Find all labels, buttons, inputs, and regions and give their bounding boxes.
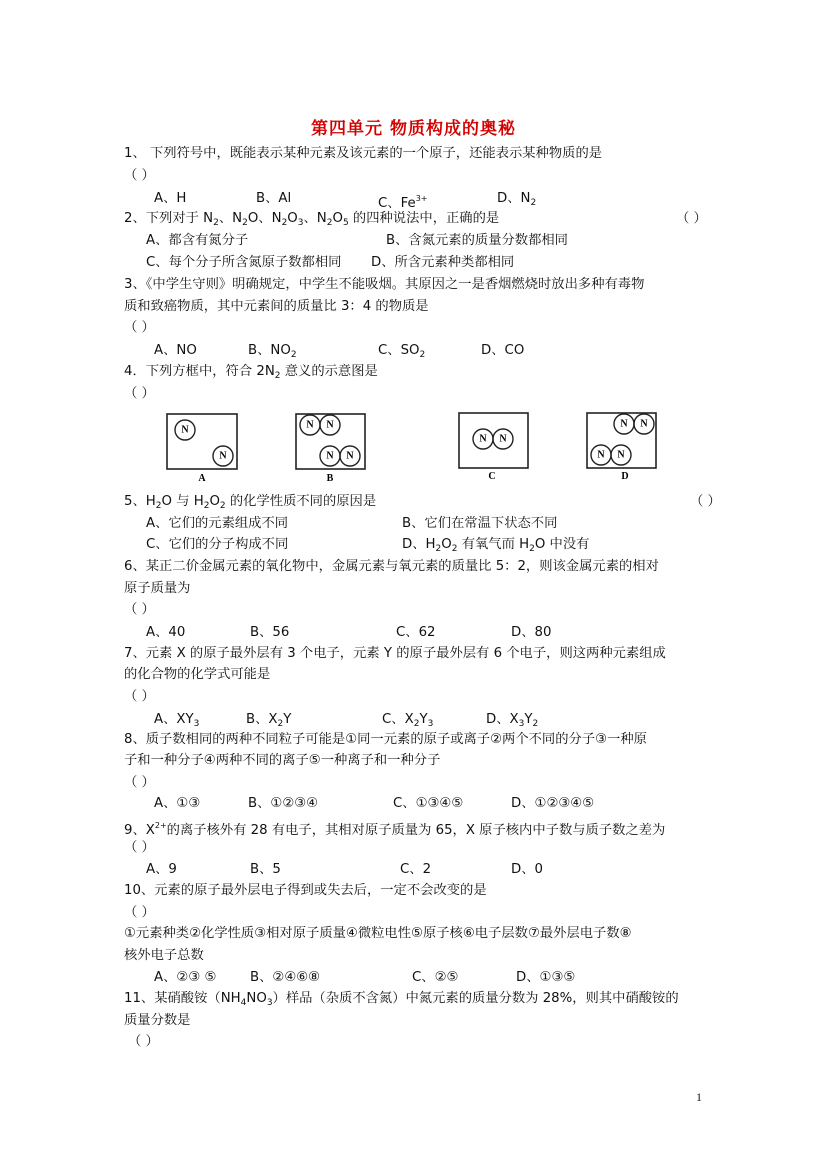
- question-10-option-b: B、②④⑥⑧: [250, 970, 321, 985]
- svg-text:N: N: [181, 424, 189, 436]
- question-9-option-d: D、0: [511, 862, 543, 877]
- question-11-paren: （ ）: [128, 1034, 159, 1049]
- diagram-label-c: C: [488, 471, 496, 482]
- atom-n: [634, 414, 654, 434]
- page-title: 第四单元 物质构成的奥秘: [311, 119, 516, 139]
- question-6-option-d: D、80: [511, 625, 552, 640]
- question-3-option-a: A、NO: [154, 343, 197, 358]
- atom-n: [591, 445, 611, 465]
- page-number: 1: [696, 1090, 702, 1104]
- question-1-paren: （ ）: [124, 168, 155, 183]
- question-10-option-c: C、②⑤: [412, 970, 459, 985]
- question-4-paren: （ ）: [124, 386, 155, 401]
- question-5-paren: （ ）: [690, 494, 721, 509]
- question-6-option-c: C、62: [396, 625, 436, 640]
- question-7-option-d: D、$X_3Y_2$: [486, 712, 539, 729]
- question-7-option-b: B、$X_2Y$: [246, 712, 292, 729]
- atom-n: [320, 415, 340, 435]
- question-6-paren: （ ）: [124, 602, 155, 617]
- atom-n: [614, 414, 634, 434]
- question-4-diagram: [0, 0, 827, 500]
- question-5-stem: 5、$H_2O$ 与 $H_2O_2$ 的化学性质不同的原因是: [124, 494, 377, 511]
- question-9-paren: （ ）: [124, 840, 155, 855]
- svg-text:N: N: [326, 419, 334, 431]
- atom-n: [213, 446, 233, 466]
- question-5-option-b: B、它们在常温下状态不同: [402, 516, 558, 531]
- diagram-label-a: A: [198, 473, 206, 484]
- question-1-option-c: C、$Fe^{3+}$: [378, 194, 428, 211]
- question-6-line-2: 原子质量为: [124, 581, 191, 596]
- question-10-line-2: 核外电子总数: [124, 948, 204, 963]
- question-3-line-1: 3、《中学生守则》明确规定，中学生不能吸烟。其原因之一是香烟燃烧时放出多种有毒物: [124, 277, 645, 292]
- question-4-stem: 4．下列方框中，符合 $2N_2$ 意义的示意图是: [124, 364, 378, 381]
- question-10-stem: 10、元素的原子最外层电子得到或失去后，一定不会改变的是: [124, 883, 487, 898]
- question-9-option-a: A、9: [146, 862, 177, 877]
- question-3-option-b: B、$NO_2$: [248, 343, 297, 360]
- question-6-option-a: A、40: [146, 625, 186, 640]
- question-8-option-b: B、①②③④: [248, 796, 319, 811]
- svg-text:N: N: [640, 418, 648, 430]
- question-6-line-1: 6、某正二价金属元素的氧化物中，金属元素与氧元素的质量比 5：2，则该金属元素的相对: [124, 559, 659, 574]
- question-7-option-a: A、$XY_3$: [154, 712, 200, 729]
- diagram-label-b: B: [326, 473, 334, 484]
- question-2-option-a: A、都含有氮分子: [146, 233, 249, 248]
- svg-text:N: N: [597, 449, 605, 461]
- atom-n: [175, 420, 195, 440]
- diagram-label-d: D: [621, 471, 629, 482]
- question-9-stem: 9、$X^{2+}$的离子核外有 28 有电子，其相对原子质量为 65，X 原子核内中子数与质子数之差为: [124, 821, 666, 838]
- svg-text:N: N: [326, 450, 334, 462]
- atom-n: [611, 445, 631, 465]
- question-3-paren: （ ）: [124, 320, 155, 335]
- question-8-option-a: A、①③: [154, 796, 201, 811]
- question-1-option-a: A、H: [154, 191, 187, 206]
- question-7-line-2: 的化合物的化学式可能是: [124, 667, 271, 682]
- question-7-line-1: 7、元素 X 的原子最外层有 3 个电子，元素 Y 的原子最外层有 6 个电子，则这两种元素组成: [124, 646, 666, 661]
- question-3-option-d: D、CO: [481, 343, 525, 358]
- question-2-option-b: B、含氮元素的质量分数都相同: [386, 233, 568, 248]
- question-11-line-1: 11、某硝酸铵$(NH_4NO_3)$样品（杂质不含氮）中氮元素的质量分数为 28%，则其中硝酸铵的: [124, 991, 679, 1008]
- question-5-option-c: C、它们的分子构成不同: [146, 537, 289, 552]
- question-2-stem: 2、下列对于 $N_2$、$N_2O$、$N_2O_3$、$N_2O_5$ 的四种说法中，正确的是: [124, 211, 500, 228]
- svg-text:N: N: [617, 449, 625, 461]
- question-10-paren: （ ）: [124, 905, 155, 920]
- svg-text:N: N: [346, 450, 354, 462]
- question-2-option-d: D、所含元素种类都相同: [371, 255, 515, 270]
- question-5-option-d: D、$H_2O_2$ 有氧气而 $H_2O$ 中没有: [402, 537, 590, 554]
- question-1-option-b: B、Al: [256, 191, 292, 206]
- atom-n: [300, 415, 320, 435]
- question-2-paren: （ ）: [676, 211, 707, 226]
- question-8-paren: （ ）: [124, 775, 155, 790]
- question-10-option-a: A、②③ ⑤: [154, 970, 217, 985]
- svg-text:N: N: [620, 418, 628, 430]
- svg-text:N: N: [479, 433, 487, 445]
- svg-text:N: N: [306, 419, 314, 431]
- question-7-option-c: C、$X_2Y_3$: [382, 712, 434, 729]
- question-9-option-c: C、2: [400, 862, 432, 877]
- question-8-option-c: C、①③④⑤: [393, 796, 464, 811]
- question-8-option-d: D、①②③④⑤: [511, 796, 595, 811]
- question-2-option-c: C、每个分子所含氮原子数都相同: [146, 255, 342, 270]
- question-9-option-b: B、5: [250, 862, 281, 877]
- question-5-option-a: A、它们的元素组成不同: [146, 516, 289, 531]
- question-10-line-1: ①元素种类②化学性质③相对原子质量④微粒电性⑤原子核⑥电子层数⑦最外层电子数⑧: [124, 926, 632, 941]
- atom-n: [340, 446, 360, 466]
- question-3-line-2: 质和致癌物质，其中元素间的质量比 3：4 的物质是: [124, 299, 429, 314]
- atom-n: [473, 429, 493, 449]
- question-6-option-b: B、56: [250, 625, 290, 640]
- question-10-option-d: D、①③⑤: [516, 970, 576, 985]
- svg-text:N: N: [219, 450, 227, 462]
- atom-n: [320, 446, 340, 466]
- question-11-line-2: 质量分数是: [124, 1013, 191, 1028]
- svg-text:N: N: [499, 433, 507, 445]
- question-1-stem: 1、 下列符号中，既能表示某种元素及该元素的一个原子，还能表示某种物质的是: [124, 146, 603, 161]
- question-7-paren: （ ）: [124, 689, 155, 704]
- question-1-option-d: D、$N_2$: [497, 191, 537, 208]
- question-8-line-1: 8、质子数相同的两种不同粒子可能是①同一元素的原子或离子②两个不同的分子③一种原: [124, 732, 647, 747]
- atom-n: [493, 429, 513, 449]
- question-3-option-c: C、$SO_2$: [378, 343, 426, 360]
- question-8-line-2: 子和一种分子④两种不同的离子⑤一种离子和一种分子: [124, 753, 441, 768]
